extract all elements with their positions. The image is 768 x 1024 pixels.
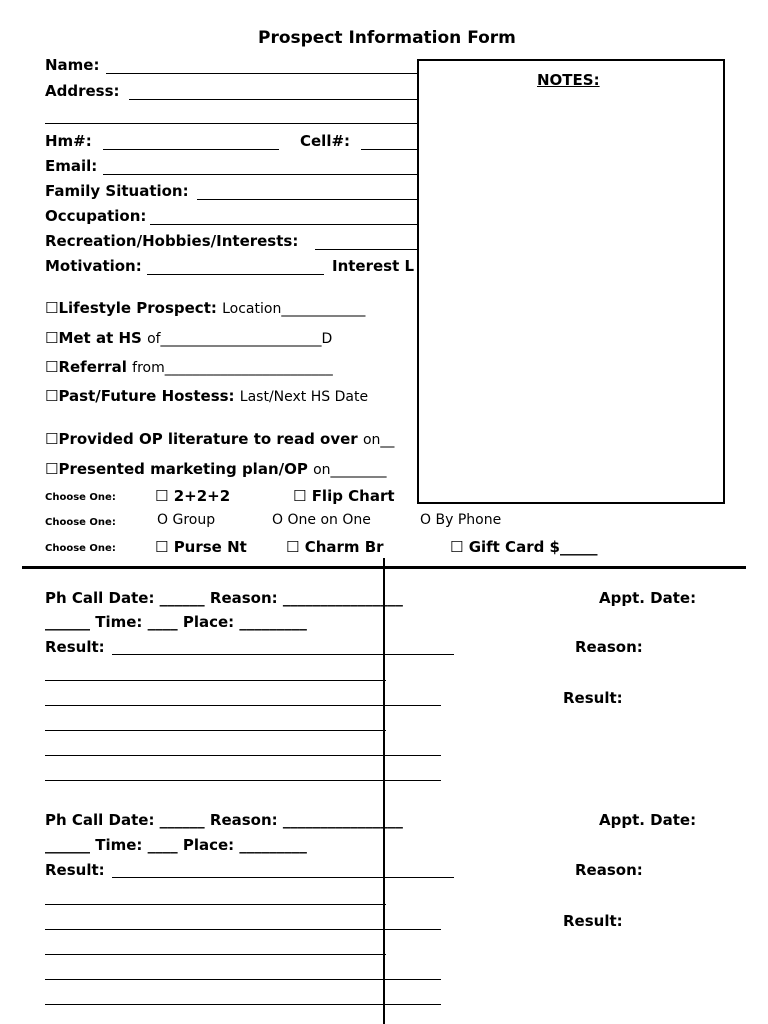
result-line[interactable] — [45, 929, 441, 930]
result-right-label: Result: — [563, 689, 623, 707]
result-line[interactable] — [45, 954, 386, 955]
result-line[interactable] — [112, 654, 454, 655]
result-line[interactable] — [45, 1004, 441, 1005]
recreation-label: Recreation/Hobbies/Interests: — [45, 232, 299, 250]
checkbox-icon[interactable]: ☐ — [45, 460, 59, 478]
hostess-date: Last/Next HS Date — [239, 389, 369, 405]
interest-label: Interest L — [332, 257, 415, 275]
choose-label-3: Choose One: — [45, 543, 116, 554]
result-line[interactable] — [45, 730, 386, 731]
recreation-line[interactable] — [315, 249, 417, 250]
result-line[interactable] — [45, 755, 441, 756]
provided-label: Provided OP literature to read over — [58, 430, 358, 448]
checkbox-icon[interactable]: ☐ — [45, 387, 59, 405]
result-line[interactable] — [45, 904, 386, 905]
choice-one-on-one[interactable]: O One on One — [272, 512, 371, 528]
occupation-label: Occupation: — [45, 207, 147, 225]
email-line[interactable] — [103, 174, 417, 175]
checkbox-icon[interactable]: ☐ — [155, 538, 169, 556]
met-label: Met at HS — [58, 329, 142, 347]
presented-on: on________ — [313, 462, 387, 478]
provided-on: on__ — [362, 432, 395, 448]
checkbox-icon[interactable]: ☐ — [45, 329, 59, 347]
ph-call-line: Ph Call Date: ______ Reason: ________________ — [45, 811, 403, 829]
appt-date-label: Appt. Date: — [599, 811, 697, 829]
provided-row[interactable] — [45, 430, 394, 448]
referral-label: Referral — [58, 358, 127, 376]
choose-label-1: Choose One: — [45, 492, 116, 503]
family-line[interactable] — [197, 199, 417, 200]
choose-label-2: Choose One: — [45, 517, 116, 528]
result-line[interactable] — [45, 705, 441, 706]
choice-purse[interactable]: ☐ Purse Nt — [155, 538, 247, 556]
choice-222[interactable]: ☐ 2+2+2 — [155, 487, 231, 505]
notes-box[interactable] — [417, 59, 725, 504]
choice-by-phone[interactable]: O By Phone — [420, 512, 502, 528]
form-title: Prospect Information Form — [258, 28, 516, 48]
hostess-label: Past/Future Hostess: — [58, 387, 235, 405]
reason-label: Reason: — [575, 861, 643, 879]
radio-icon[interactable]: O — [157, 512, 169, 528]
checkbox-icon[interactable]: ☐ — [450, 538, 464, 556]
family-label: Family Situation: — [45, 182, 189, 200]
result-line[interactable] — [45, 780, 441, 781]
choice-gift-card[interactable]: ☐ Gift Card $_____ — [450, 538, 598, 556]
result-right-label: Result: — [563, 912, 623, 930]
checkbox-icon[interactable]: ☐ — [293, 487, 307, 505]
hm-line[interactable] — [103, 149, 279, 150]
result-label: Result: — [45, 861, 105, 879]
choice-group[interactable]: O Group — [157, 512, 216, 528]
presented-label: Presented marketing plan/OP — [58, 460, 308, 478]
lifestyle-row[interactable] — [45, 299, 365, 317]
checkbox-icon[interactable]: ☐ — [155, 487, 169, 505]
presented-row[interactable] — [45, 460, 387, 478]
motivation-line[interactable] — [147, 274, 324, 275]
occupation-line[interactable] — [150, 224, 417, 225]
result-label: Result: — [45, 638, 105, 656]
referral-from: from________________________ — [132, 360, 333, 376]
checkbox-icon[interactable]: ☐ — [286, 538, 300, 556]
reason-label: Reason: — [575, 638, 643, 656]
hostess-row[interactable] — [45, 387, 368, 405]
cell-label: Cell#: — [300, 132, 351, 150]
choice-charm[interactable]: ☐ Charm Br — [286, 538, 384, 556]
result-line[interactable] — [112, 877, 454, 878]
ph-call-line: Ph Call Date: ______ Reason: ________________ — [45, 589, 403, 607]
name-label: Name: — [45, 56, 100, 74]
result-line[interactable] — [45, 979, 441, 980]
hm-label: Hm#: — [45, 132, 92, 150]
address-label: Address: — [45, 82, 120, 100]
met-row[interactable] — [45, 329, 332, 347]
email-label: Email: — [45, 157, 98, 175]
cell-line[interactable] — [361, 149, 417, 150]
met-of: of_______________________D — [147, 331, 333, 347]
address-line-2[interactable] — [45, 123, 417, 124]
checkbox-icon[interactable]: ☐ — [45, 299, 59, 317]
radio-icon[interactable]: O — [272, 512, 284, 528]
lifestyle-label: Lifestyle Prospect: — [58, 299, 217, 317]
choice-flip-chart[interactable]: ☐ Flip Chart — [293, 487, 395, 505]
referral-row[interactable] — [45, 358, 333, 376]
appt-date-label: Appt. Date: — [599, 589, 697, 607]
time-place-line: ______ Time: ____ Place: _________ — [45, 613, 307, 631]
motivation-label: Motivation: — [45, 257, 142, 275]
checkbox-icon[interactable]: ☐ — [45, 358, 59, 376]
lifestyle-location: Location____________ — [222, 301, 366, 317]
address-line[interactable] — [129, 99, 417, 100]
result-line[interactable] — [45, 680, 386, 681]
time-place-line: ______ Time: ____ Place: _________ — [45, 836, 307, 854]
notes-label: NOTES: — [537, 71, 600, 89]
checkbox-icon[interactable]: ☐ — [45, 430, 59, 448]
name-line[interactable] — [106, 73, 417, 74]
radio-icon[interactable]: O — [420, 512, 432, 528]
